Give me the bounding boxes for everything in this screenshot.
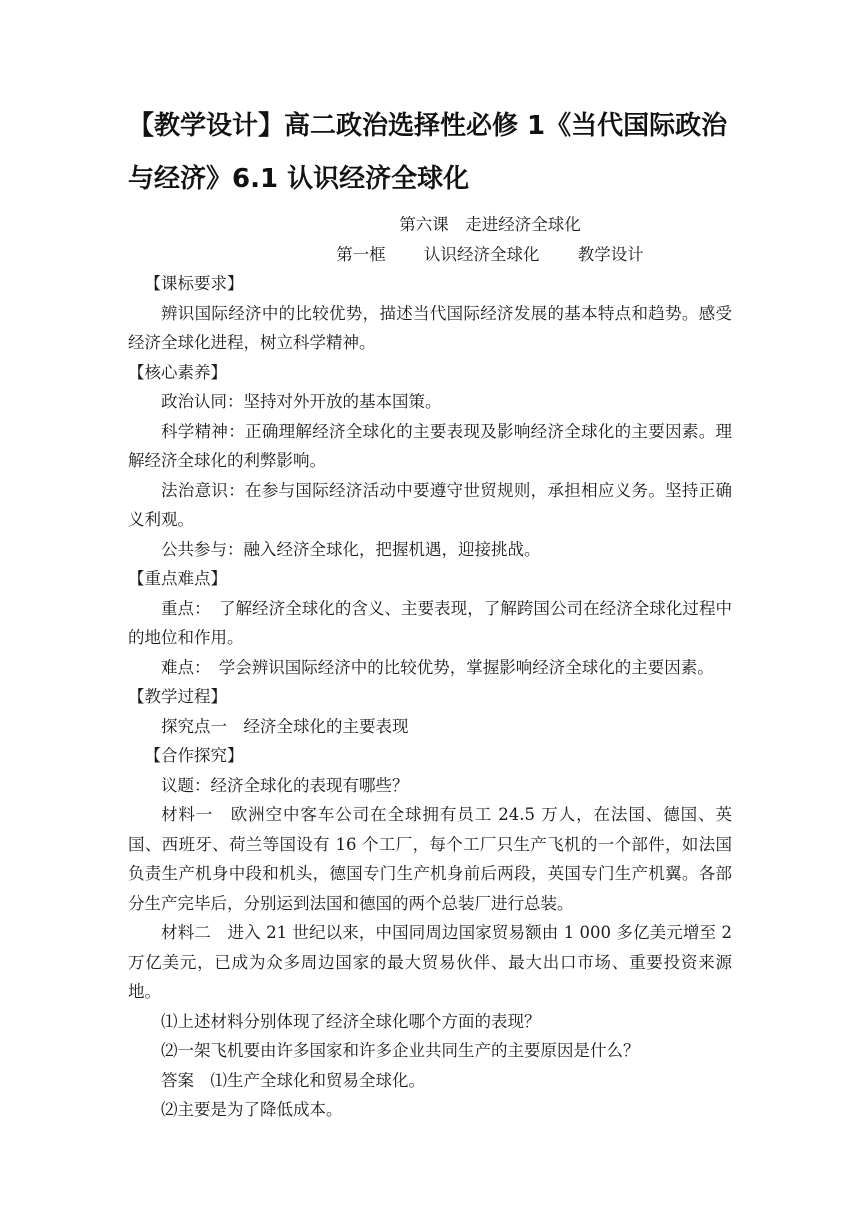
frame-heading [248, 240, 732, 270]
section-heading-curriculum: 【课标要求】 [144, 274, 244, 293]
frame-label: 第一框 [336, 244, 386, 264]
difficult-point-item: 难点： 学会辨识国际经济中的比较优势，掌握影响经济全球化的主要因素。 [161, 657, 714, 677]
curriculum-text: 辨识国际经济中的比较优势，描述当代国际经济发展的基本特点和趋势。感受经济全球化进程，树立科学精神。 [128, 303, 732, 352]
material-two: 材料二 进入 21 世纪以来，中国同周边国家贸易额由 1 000 多亿美元增至 2 万亿美元，已成为众多周边国家的最大贸易伙伴、最大出口市场、重要投资来源地。 [128, 923, 732, 1001]
document-body [128, 210, 732, 1125]
material-one: 材料一 欧洲空中客车公司在全球拥有员工 24.5 万人，在法国、德国、英国、西班牙、荷兰等国设有 16 个工厂，每个工厂只生产飞机的一个部件，如法国负责生产机身中段和机头，德国专门生产机身前后两段，英国专门生产机翼。各部分生产完毕后，分别运到法国和德国的两个总装厂进行总装。 [128, 805, 732, 913]
core-literacy-item: 法治意识：在参与国际经济活动中要遵守世贸规则，承担相应义务。坚持正确义利观。 [128, 480, 732, 529]
answer-two: ⑵主要是为了降低成本。 [161, 1100, 343, 1119]
core-literacy-item: 公共参与：融入经济全球化，把握机遇，迎接挑战。 [161, 539, 541, 559]
answer-one: 答案 ⑴生产全球化和贸易全球化。 [161, 1070, 425, 1090]
lesson-heading: 第六课 走进经济全球化 [399, 215, 581, 234]
cooperative-inquiry-heading: 【合作探究】 [144, 746, 244, 765]
frame-topic: 认识经济全球化 [424, 244, 540, 264]
frame-design: 教学设计 [577, 244, 644, 264]
core-literacy-item: 科学精神：正确理解经济全球化的主要表现及影响经济全球化的主要因素。理解经济全球化的利弊影响。 [128, 421, 732, 470]
section-heading-key-points: 【重点难点】 [128, 569, 227, 588]
key-point-item: 重点： 了解经济全球化的含义、主要表现，了解跨国公司在经济全球化过程中的地位和作用。 [128, 598, 732, 647]
discussion-topic: 议题：经济全球化的表现有哪些？ [161, 775, 409, 795]
question-one: ⑴上述材料分别体现了经济全球化哪个方面的表现？ [161, 1011, 541, 1031]
core-literacy-item: 政治认同：坚持对外开放的基本国策。 [161, 392, 442, 411]
section-heading-process: 【教学过程】 [128, 687, 227, 706]
section-heading-core-literacy: 【核心素养】 [128, 362, 227, 382]
document-title: 【教学设计】高二政治选择性必修 1《当代国际政治与经济》6.1 认识经济全球化 [128, 111, 728, 194]
inquiry-point: 探究点一 经济全球化的主要表现 [161, 716, 409, 736]
question-two: ⑵一架飞机要由许多国家和许多企业共同生产的主要原因是什么？ [161, 1041, 640, 1060]
